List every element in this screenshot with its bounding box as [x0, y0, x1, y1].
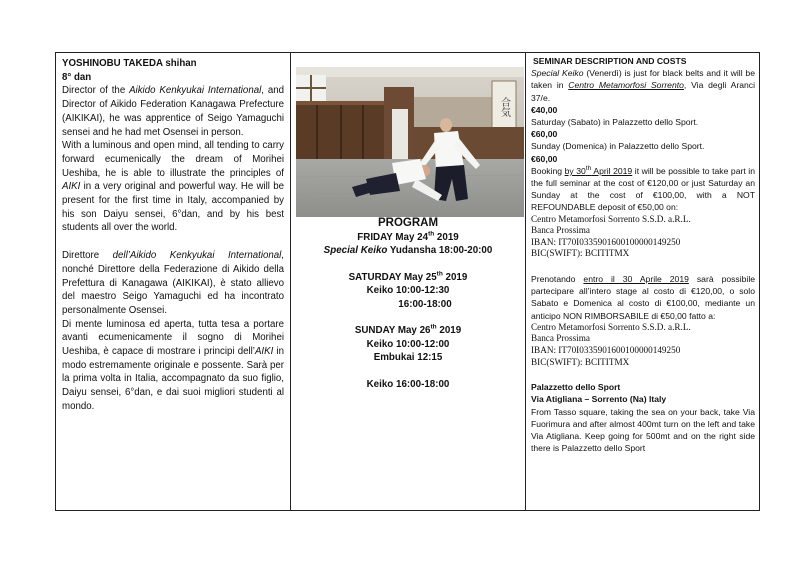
- dojo-photo: [296, 67, 524, 217]
- bank-swift: BIC(SWIFT): BCITITMX: [531, 248, 630, 259]
- biography-column: [56, 53, 291, 510]
- bank-name-2: Centro Metamorfosi Sorrento S.S.D. a.R.L.: [531, 321, 691, 332]
- bio-italian-1: Direttore dell’Aikido Kenkyukai International, nonché Direttore della Federazione di Aikido della Prefettura di Kanagawa (AIKIKAI), è stato allievo del maestro Seigo Yamaguchi ed ha incontrato personalmente Osensei.: [62, 250, 284, 316]
- saturday-price: €60,00: [531, 129, 558, 140]
- friday-price: €40,00: [531, 104, 558, 115]
- bank-institution-2: Banca Prossima: [531, 333, 590, 344]
- booking-english: Booking by 30th April 2019 it will be possible to take part in the full seminar at the cost of €120,00 or just Saturday an Sunday at the cost of €100,00, with a NOT REFOUNDABLE deposit of €50,00 on:: [531, 164, 755, 213]
- seminar-column: [526, 53, 759, 510]
- friday-session: Special Keiko Yudansha 18:00-20:00: [323, 245, 493, 256]
- saturday-cost-text: Saturday (Sabato) in Palazzetto dello Sport.: [531, 117, 699, 128]
- bank-name: Centro Metamorfosi Sorrento S.S.D. a.R.L.: [531, 213, 691, 224]
- flyer-table: [55, 52, 760, 511]
- bio-english-1: Director of the Aikido Kenkyukai International, and Director of Aikido Federation Kanagawa Prefecture (AIKIKAI), he was apprentice of Seigo Yamaguchi sensei and he had met Osensei in person.: [62, 85, 284, 138]
- venue-directions: From Tasso square, taking the sea on your back, take Via Fuorimura and after almost 400mt turn on the left and take Via Atigliana. Keep going for 500mt and on the right side there is Palazzetto dello Sport: [531, 406, 755, 454]
- saturday-session-1: Keiko 10:00-12:30: [366, 285, 450, 296]
- bank-iban-2: IBAN: IT70I0335901600100000149250: [531, 345, 681, 356]
- bank-iban: IBAN: IT70I0335901600100000149250: [531, 236, 681, 247]
- bio-italian-2: Di mente luminosa ed aperta, tutta tesa a portare avanti ecumenicamente il sogno di Morihei Ueshiba, è capace di mostrare i principi dell’AIKI in modo estremamente originale e possente. Sarà per la prima volta in Italia, accompagnato da suo figlio, Daiyu sensei, 6°dan, e dai suoi migliori studenti al mondo.: [62, 318, 285, 412]
- saturday-session-2: 16:00-18:00: [398, 298, 452, 310]
- venue-title: Palazzetto dello Sport: [531, 382, 621, 393]
- venue-address: Via Atigliana – Sorrento (Na) Italy: [531, 394, 667, 405]
- seminar-title: SEMINAR DESCRIPTION AND COSTS: [533, 56, 687, 66]
- bank-institution: Banca Prossima: [531, 225, 590, 236]
- calligraphy-text: 合気: [498, 97, 510, 117]
- booking-italian: Prenotando entro il 30 Aprile 2019 sarà possibile partecipare all’intero stage al costo di €120,00, o solo Sabato e Domenica al costo di €100,00, mediante un anticipo NON RIMBORSABILE di €50,00 fatto a:: [531, 274, 756, 321]
- program-title: PROGRAM: [377, 217, 439, 229]
- sunday-session-2: Embukai 12:15: [373, 352, 443, 363]
- teacher-name: YOSHINOBU TAKEDA shihan: [62, 58, 197, 69]
- sunday-cost-text: Sunday (Domenica) in Palazzetto dello Sport.: [531, 141, 705, 152]
- friday-cost-text: Special Keiko (Venerdì) is just for black belts and it will be taken in Centro Metamorfosi Sorrento, Via degli Aranci 37/e.: [531, 68, 755, 103]
- bank-swift-2: BIC(SWIFT): BCITITMX: [531, 356, 630, 367]
- sunday-session-3: Keiko 16:00-18:00: [366, 378, 450, 390]
- friday-heading: FRIDAY May 24th 2019: [357, 230, 459, 243]
- sunday-price: €60,00: [531, 153, 558, 164]
- sunday-session-1: Keiko 10:00-12:00: [366, 338, 450, 350]
- teacher-rank: 8° dan: [62, 71, 92, 83]
- program-column: [291, 53, 526, 510]
- saturday-heading: SATURDAY May 25th 2019: [348, 270, 468, 283]
- bio-english-2: With a luminous and open mind, all tending to carry forward ecumenically the dream of Morihei Ueshiba, he is able to illustrate the principles of AIKI in a very original and powerful way. He will be present for the first time in Italy, accompanied by his son Daiyu sensei, 6°dan, and by his best students all over the world.: [62, 140, 284, 234]
- sunday-heading: SUNDAY May 26th 2019: [354, 323, 462, 336]
